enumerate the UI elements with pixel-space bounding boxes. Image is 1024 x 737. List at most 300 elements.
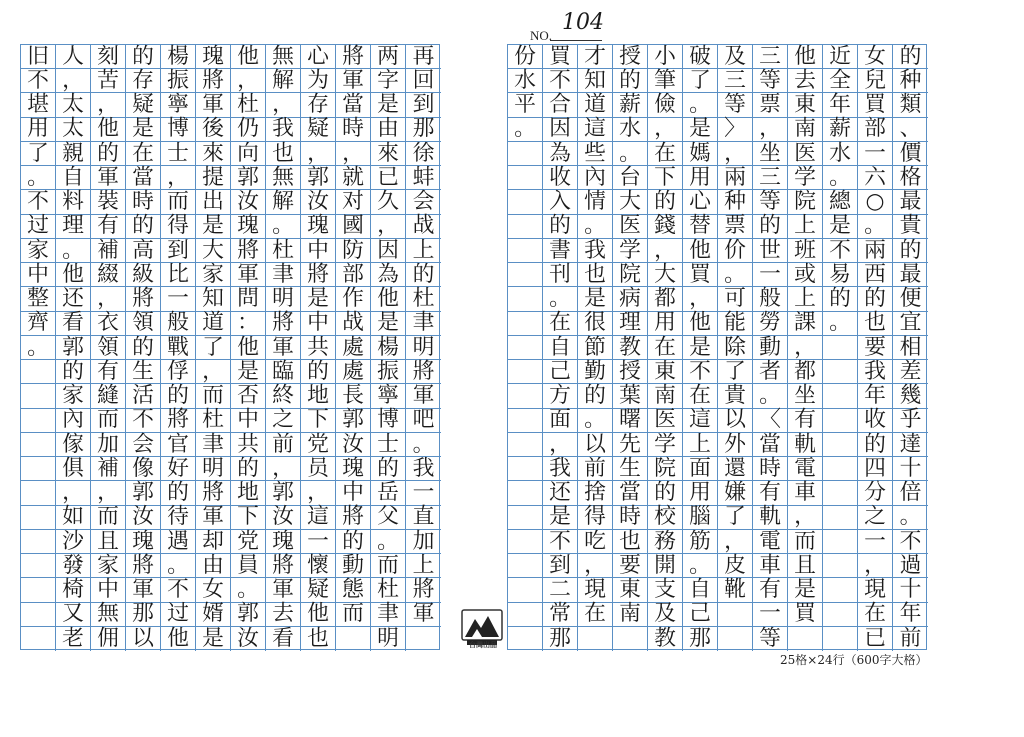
manuscript-cell: 以 [718,409,753,433]
manuscript-cell: 來 [371,142,406,166]
manuscript-cell: 士 [161,142,196,166]
manuscript-cell: 內 [56,409,91,433]
manuscript-cell: 南 [648,384,683,408]
manuscript-cell: 在 [648,142,683,166]
manuscript-cell: 椅 [56,578,91,602]
manuscript-cell: 的 [823,287,858,311]
manuscript-cell: 發 [56,554,91,578]
manuscript-cell: 內 [578,166,613,190]
manuscript-cell [718,627,753,651]
manuscript-cell: 高 [126,239,161,263]
manuscript-cell: 提 [196,166,231,190]
manuscript-cell: 買 [543,45,578,69]
manuscript-cell: 汝 [266,506,301,530]
manuscript-cell: 下 [648,166,683,190]
manuscript-cell: 懷 [301,554,336,578]
manuscript-cell: ， [161,166,196,190]
manuscript-cell: 因 [543,118,578,142]
manuscript-cell: 党 [231,530,266,554]
manuscript-cell: 等 [753,69,788,93]
manuscript-cell: 刊 [543,263,578,287]
manuscript-cell [508,360,543,384]
manuscript-cell: 部 [336,263,371,287]
manuscript-cell [823,360,858,384]
manuscript-cell: 因 [371,239,406,263]
page-number-underline [550,40,602,41]
manuscript-cell: 郭 [266,481,301,505]
manuscript-cell: 在 [858,603,893,627]
manuscript-cell: 大 [196,239,231,263]
manuscript-cell: ， [788,506,823,530]
manuscript-cell [21,457,56,481]
manuscript-cell: 而 [788,530,823,554]
manuscript-cell: 用 [683,166,718,190]
manuscript-cell: 方 [543,384,578,408]
manuscript-cell: 全 [823,69,858,93]
manuscript-cell [508,190,543,214]
manuscript-cell: 台 [613,166,648,190]
manuscript-cell [508,336,543,360]
manuscript-cell: 他 [371,287,406,311]
manuscript-cell: 上 [788,287,823,311]
manuscript-cell: 能 [718,312,753,336]
manuscript-cell: 教 [613,336,648,360]
manuscript-cell: 等 [753,627,788,651]
manuscript-cell: 差 [893,360,928,384]
manuscript-cell: 當 [753,433,788,457]
manuscript-cell: 瑰 [231,215,266,239]
manuscript-cell: 處 [336,360,371,384]
manuscript-cell: 遇 [161,530,196,554]
manuscript-cell [508,530,543,554]
manuscript-cell: 汝 [336,433,371,457]
manuscript-cell: 節 [578,336,613,360]
manuscript-cell: 在 [126,142,161,166]
manuscript-cell: 瑰 [301,215,336,239]
manuscript-cell [508,433,543,457]
manuscript-cell: 共 [231,433,266,457]
manuscript-cell: 便 [893,287,928,311]
manuscript-cell [508,481,543,505]
manuscript-cell: 領 [91,336,126,360]
manuscript-cell: 。 [231,578,266,602]
manuscript-cell: 共 [301,336,336,360]
manuscript-cell: 他 [683,312,718,336]
manuscript-cell: 岳 [371,481,406,505]
manuscript-cell: 終 [266,384,301,408]
manuscript-cell [508,215,543,239]
manuscript-cell: 軍 [196,93,231,117]
manuscript-cell: 的 [648,190,683,214]
manuscript-cell: 还 [56,287,91,311]
manuscript-cell: 父 [371,506,406,530]
manuscript-cell: 我 [266,118,301,142]
manuscript-cell: 仍 [231,118,266,142]
manuscript-cell: 臨 [266,360,301,384]
manuscript-cell: 才 [578,45,613,69]
manuscript-cell: 總 [823,190,858,214]
manuscript-cell: 。 [683,93,718,117]
manuscript-cell: 買 [858,93,893,117]
manuscript-cell: 整 [21,287,56,311]
manuscript-cell: ， [543,433,578,457]
manuscript-cell: 了 [21,142,56,166]
manuscript-cell [21,409,56,433]
manuscript-cell: 前 [578,457,613,481]
manuscript-cell: 去 [788,69,823,93]
manuscript-cell: 。 [893,506,928,530]
manuscript-cell: 這 [683,409,718,433]
manuscript-cell: 疑 [301,118,336,142]
manuscript-cell: 郭 [301,166,336,190]
manuscript-cell: 坐 [753,142,788,166]
manuscript-cell: 份 [508,45,543,69]
manuscript-cell: 种 [718,190,753,214]
manuscript-cell: 一 [858,530,893,554]
manuscript-cell: 為 [543,142,578,166]
manuscript-cell: 生 [126,360,161,384]
manuscript-cell: 嫌 [718,481,753,505]
manuscript-cell: 好 [161,457,196,481]
manuscript-cell: 而 [336,603,371,627]
manuscript-cell: 道 [578,93,613,117]
manuscript-cell: 有 [788,409,823,433]
manuscript-cell: 道 [196,312,231,336]
manuscript-cell: 员 [301,457,336,481]
manuscript-cell: 的 [161,481,196,505]
manuscript-cell: 出 [196,190,231,214]
manuscript-cell: 戰 [161,336,196,360]
manuscript-cell: 中 [21,263,56,287]
manuscript-cell: 還 [718,457,753,481]
manuscript-cell: ： [231,312,266,336]
manuscript-cell: 水 [508,69,543,93]
manuscript-cell: 將 [161,409,196,433]
manuscript-cell: 面 [683,457,718,481]
manuscript-cell: 以 [578,433,613,457]
manuscript-cell: 家 [196,263,231,287]
manuscript-cell: 。 [266,215,301,239]
manuscript-cell: 一 [301,530,336,554]
manuscript-cell: ， [371,215,406,239]
manuscript-cell: 類 [893,93,928,117]
manuscript-cell: 他 [301,603,336,627]
manuscript-cell: 南 [613,603,648,627]
manuscript-cell: 是 [196,215,231,239]
manuscript-cell: 時 [126,190,161,214]
manuscript-cell: 堪 [21,93,56,117]
manuscript-cell: 心 [683,190,718,214]
page-number-label: NO. [530,28,553,43]
manuscript-cell [823,481,858,505]
manuscript-cell: ， [718,530,753,554]
manuscript-cell: 買 [788,603,823,627]
manuscript-cell: 也 [266,142,301,166]
manuscript-cell: 心 [301,45,336,69]
manuscript-cell: 三 [753,166,788,190]
manuscript-cell: 年 [823,93,858,117]
manuscript-cell: 自 [683,578,718,602]
manuscript-cell: 的 [406,263,441,287]
manuscript-cell: 俱 [56,457,91,481]
manuscript-cell: 中 [231,409,266,433]
manuscript-cell: 授 [613,360,648,384]
manuscript-cell: 將 [336,506,371,530]
manuscript-cell: 而 [161,190,196,214]
manuscript-cell: 者 [753,360,788,384]
manuscript-cell: 車 [753,554,788,578]
manuscript-cell: 回 [406,69,441,93]
manuscript-cell: 靴 [718,578,753,602]
manuscript-cell: 理 [56,215,91,239]
manuscript-cell: 知 [196,287,231,311]
manuscript-cell: 用 [648,312,683,336]
manuscript-cell: 授 [613,45,648,69]
manuscript-cell: ， [683,287,718,311]
manuscript-cell: 解 [266,190,301,214]
manuscript-cell: 國 [336,215,371,239]
manuscript-cell: 到 [406,93,441,117]
manuscript-cell: 郭 [56,336,91,360]
manuscript-cell: 郭 [336,409,371,433]
manuscript-cell: 的 [126,215,161,239]
manuscript-cell: 入 [543,190,578,214]
manuscript-cell: 吧 [406,409,441,433]
manuscript-cell: 料 [56,190,91,214]
manuscript-cell: 由 [371,118,406,142]
manuscript-cell [788,627,823,651]
manuscript-cell: 医 [648,409,683,433]
manuscript-cell: 那 [683,627,718,651]
manuscript-cell: 車 [788,481,823,505]
manuscript-cell: 幾 [893,384,928,408]
manuscript-cell: 情 [578,190,613,214]
manuscript-cell: 一 [753,263,788,287]
manuscript-cell: ， [753,118,788,142]
manuscript-cell: 院 [613,263,648,287]
manuscript-cell: 不 [893,530,928,554]
manuscript-cell: 的 [753,215,788,239]
manuscript-cell: 是 [301,287,336,311]
manuscript-cell: 瑰 [336,457,371,481]
manuscript-cell: 了 [718,506,753,530]
manuscript-cell [336,627,371,651]
manuscript-cell [718,603,753,627]
manuscript-cell: 的 [893,45,928,69]
manuscript-cell: 。 [823,312,858,336]
manuscript-cell: 。 [858,215,893,239]
right-manuscript-page [507,44,927,650]
manuscript-cell: 的 [126,336,161,360]
manuscript-cell: 六 [858,166,893,190]
manuscript-cell: 会 [126,433,161,457]
manuscript-cell: 支 [648,578,683,602]
manuscript-cell: 上 [788,215,823,239]
manuscript-cell [508,312,543,336]
manuscript-cell: 汝 [231,190,266,214]
publisher-name: 台灣出品 [469,641,497,649]
manuscript-cell: 得 [161,215,196,239]
manuscript-cell: 瑰 [196,45,231,69]
manuscript-cell: 世 [753,239,788,263]
manuscript-cell: 前 [899,625,922,651]
manuscript-cell: 的 [648,481,683,505]
manuscript-cell: 中 [91,578,126,602]
manuscript-cell: 破 [683,45,718,69]
manuscript-cell: 。 [56,239,91,263]
manuscript-cell: ， [56,69,91,93]
manuscript-cell: 傢 [56,433,91,457]
manuscript-cell: 在 [543,312,578,336]
manuscript-cell: 过 [21,215,56,239]
manuscript-cell: 當 [126,166,161,190]
manuscript-cell: 汝 [301,190,336,214]
manuscript-cell: 他 [683,239,718,263]
manuscript-cell: 。 [406,433,441,457]
manuscript-cell: 他 [56,263,91,287]
manuscript-cell: 自 [543,336,578,360]
manuscript-cell: 軍 [406,384,441,408]
manuscript-cell: 四 [858,457,893,481]
manuscript-cell: 電 [753,530,788,554]
manuscript-cell [823,409,858,433]
manuscript-cell: 理 [613,312,648,336]
manuscript-cell: 票 [753,93,788,117]
manuscript-cell: 也 [858,312,893,336]
manuscript-cell: 軍 [231,263,266,287]
manuscript-cell: 明 [371,627,406,651]
manuscript-cell: 我 [858,360,893,384]
manuscript-cell: 郭 [231,603,266,627]
manuscript-cell [508,263,543,287]
manuscript-cell: 十 [893,457,928,481]
manuscript-cell: 前 [266,433,301,457]
manuscript-cell: 加 [406,530,441,554]
manuscript-cell: 〉 [718,118,753,142]
manuscript-cell: 縫 [91,384,126,408]
manuscript-cell [21,603,56,627]
manuscript-cell: 及 [718,45,753,69]
manuscript-cell: 振 [371,360,406,384]
manuscript-cell: 瑰 [126,530,161,554]
manuscript-cell: 員 [231,554,266,578]
manuscript-cell [578,627,613,651]
manuscript-cell: 不 [683,360,718,384]
manuscript-cell: 替 [683,215,718,239]
manuscript-cell: 且 [788,554,823,578]
manuscript-cell: 外 [718,433,753,457]
manuscript-cell [823,554,858,578]
manuscript-cell: 女 [858,45,893,69]
manuscript-cell: 了 [196,336,231,360]
manuscript-cell: 分 [858,481,893,505]
manuscript-cell [508,627,543,651]
manuscript-cell: 的 [613,69,648,93]
manuscript-cell: 郭 [126,481,161,505]
manuscript-cell: 否 [231,384,266,408]
manuscript-cell: 他 [231,45,266,69]
manuscript-cell: 太 [56,93,91,117]
manuscript-cell: 問 [231,287,266,311]
manuscript-cell: 佣 [91,627,126,651]
manuscript-cell: 战 [406,215,441,239]
manuscript-cell: 博 [371,409,406,433]
manuscript-cell [508,239,543,263]
manuscript-cell: 用 [683,481,718,505]
manuscript-cell: 動 [753,336,788,360]
manuscript-cell: 他 [231,336,266,360]
manuscript-cell: 裝 [91,190,126,214]
manuscript-cell: 在 [648,336,683,360]
manuscript-cell: 大 [613,190,648,214]
manuscript-cell: 老 [56,627,91,651]
manuscript-cell: 解 [266,69,301,93]
manuscript-cell: 而 [91,506,126,530]
manuscript-cell: 沙 [56,530,91,554]
manuscript-cell: 是 [788,578,823,602]
manuscript-cell: 〈 [753,409,788,433]
manuscript-cell [21,627,56,651]
manuscript-cell: 上 [406,239,441,263]
manuscript-cell: 態 [336,578,371,602]
manuscript-cell: 吃 [578,530,613,554]
manuscript-cell: 两 [371,45,406,69]
manuscript-cell: 也 [613,530,648,554]
manuscript-cell: 的 [56,360,91,384]
manuscript-cell: 皮 [718,554,753,578]
manuscript-cell [823,603,858,627]
manuscript-cell: 再 [406,45,441,69]
manuscript-cell: 苦 [91,69,126,93]
manuscript-cell: 婿 [196,603,231,627]
manuscript-cell: 貴 [718,384,753,408]
manuscript-cell: 那 [543,627,578,651]
manuscript-cell: 他 [91,118,126,142]
manuscript-cell: 軌 [788,433,823,457]
manuscript-cell: 錢 [648,215,683,239]
manuscript-cell: 有 [753,578,788,602]
manuscript-cell: 一 [858,142,893,166]
manuscript-cell: ， [858,554,893,578]
manuscript-cell: 。 [683,554,718,578]
manuscript-cell: 上 [406,554,441,578]
manuscript-cell: 了 [683,69,718,93]
manuscript-cell: 也 [578,263,613,287]
manuscript-cell: 对 [336,190,371,214]
manuscript-cell: 博 [161,118,196,142]
manuscript-cell [613,627,648,651]
manuscript-cell: 將 [196,69,231,93]
manuscript-cell: 了 [718,360,753,384]
manuscript-cell: 中 [336,481,371,505]
manuscript-cell: 軍 [336,69,371,93]
manuscript-cell: 年 [893,603,928,627]
manuscript-cell: 太 [56,118,91,142]
manuscript-cell: 。 [613,142,648,166]
manuscript-cell [823,433,858,457]
manuscript-cell: 旧 [21,45,56,69]
manuscript-cell: 等 [753,190,788,214]
manuscript-cell: 是 [126,118,161,142]
manuscript-cell: 。 [21,336,56,360]
manuscript-cell: 軍 [266,578,301,602]
manuscript-cell: 存 [301,93,336,117]
manuscript-cell [21,506,56,530]
manuscript-cell: 杜 [371,578,406,602]
manuscript-cell: 處 [336,336,371,360]
manuscript-cell: 都 [648,287,683,311]
manuscript-cell: 坐 [788,384,823,408]
